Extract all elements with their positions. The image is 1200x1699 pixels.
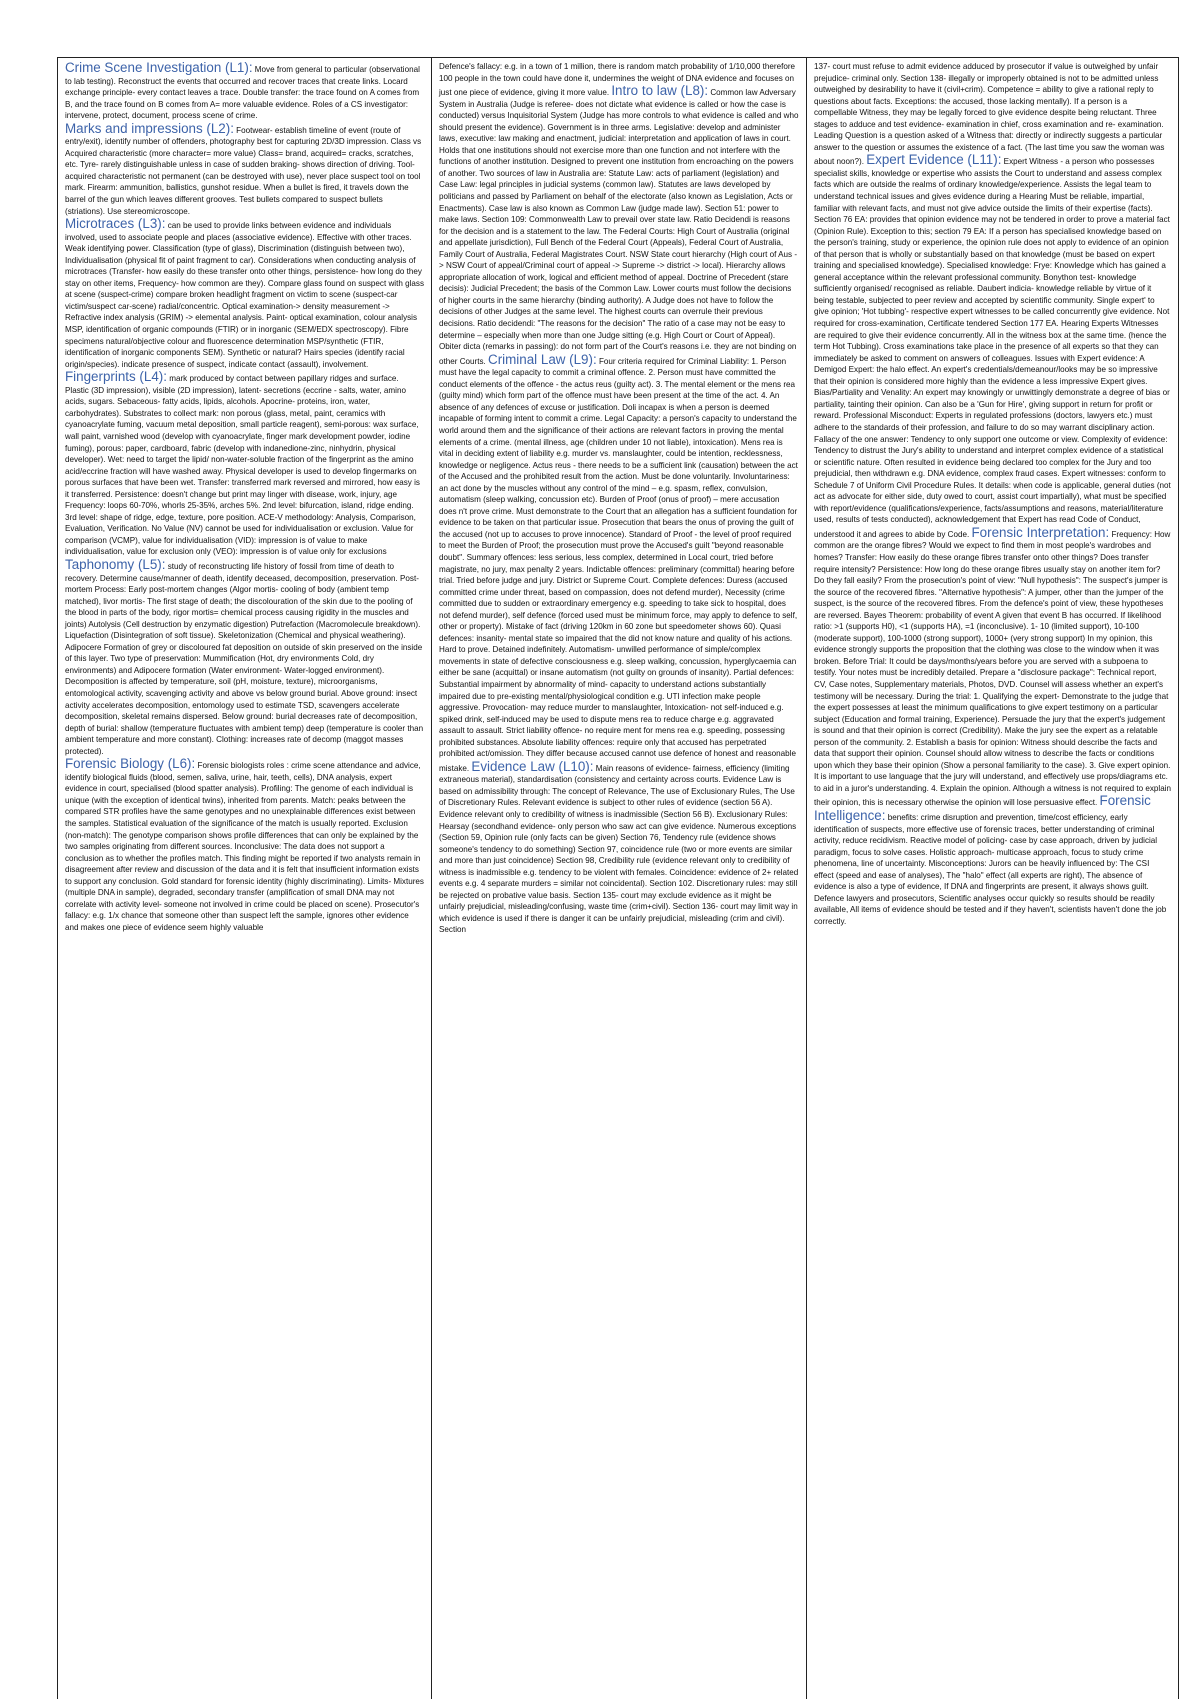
section-heading-forensic-interpretation: Forensic Interpretation: [971,524,1110,540]
section-heading: Forensic Biology (L6): [65,756,196,772]
section-fingerprints [65,370,424,558]
section-text-evidence-law: Main reasons of evidence- fairness, efficiency (limiting extraneous material), standardisation (consistency and certainty across courts. Evidence Law is based on admissibility through: The concept of Relevance, The use of Exclusionary Rules, The Use of Discretionary Rules. Relevant evidence is subject to other rules of evidence (section 56 A). Evidence relevant only to credibility of witness is inadmissible (Section 56 B). Exclusionary Rules: Hearsay (secondhand evidence- only person who saw act can give evidence. Numerous exceptions (Section 59, Opinion rule (only facts can be given) Section 76, Tendency rule (evidence shows someone's tendency to do something) Section 97, coincidence rule (two or more events are similar and more than just coincidence) Section 98, Credibility rule (evidence relevant only to credibility of witness is inadmissible e.g. tendency to be violent with females. Coincidence: evidence of 2+ related events e.g. 4 separate murders = similar not coincidental). Section 102. Discretionary rules: may still be rejected on probative value basis. Section 135- court may exclude evidence as it might be unfairly prejudicial, misleading/confusing, waste time (crim+civil). Section 136- court may limit way in which evidence is used if there is danger it can be unfairly prejudicial, misleading (crim and civil). Section [439,763,799,935]
section-text: study of reconstructing life history of fossil from time of death to recovery. Determine cause/manner of death, identify deceased, decomposition, preservation. Post-mortem Process: Early post-mortem changes (Algor mortis- cooling of body (ambient temp matched), livor mortis- The first stage of death; the discolouration of the skin due to the pooling of the blood in parts of the body, rigor mortis= chemical process causing rigidity in the muscles and joints) Autolysis (Cell destruction by enzymatic digestion) Putrefaction (Macromolecule breakdown). Liquefaction (Disintegration of soft tissue). Skeletonization (Chemical and physical weathering). Adipocere Formation of grey or discoloured fat deposition on outside of skin preserved on the inside of this layer. Two type of preservation: Mummification (Hot, dry environments Cold, dry environments) and Adipocere formation (Water environment- Water-logged environment). Decomposition is affected by temperature, soil (pH, moisture, texture), microorganisms, entomological activity, scavenging activity and above vs below ground burial. Above ground: insect activity accelerates decomposition, entomology used to estimate TSD, scavengers accelerate decomposition, skeletal remains dispersed. Below ground: burial decreases rate of decomposition, depth of burial: shallow (temperature fluctuates with ambient temp) deep (temperature is cooler than ambient temperature and more constant). Clothing: increases rate of decomp (maggot masses protected). [65,561,424,756]
section-text: Move from general to particular (observational to lab testing). Reconstruct the events that occurred and recover traces that create links. Locard exchange principle- every contact leaves a trace. Double transfer: the trace found on A comes from B, and the trace found on B comes from A= more valuable evidence. Roles of a CS investigator: intervene, protect, document, process scene of crime. [65,65,420,121]
section-text-intro-to-law: Common law Adversary System in Australia (Judge is referee- does not dictate what evidence is called or how the case is conducted) versus Inquisitorial System (Judge has more controls to what evidence is called and who should present the evidence). Government is in three arms. Legislative: develop and administer laws, executive: law making and enactment, judicial: interpretation and application of laws in court. Holds that one institutions should not exercise more than one function and not interfere with the functions of another institution. Designed to prevent one institution from encroaching on the powers of another. Two sources of law in Australia are: Statute Law: acts of parliament (legislation) and Case Law: legal principles in judicial systems (common law). Statutes are laws developed by politicians and passed by Parliament on behalf of the electorate (also known as Legislation, Acts or Enactments). Case law is also known as Common Law (judge made law). Section 51: power to make laws. Section 109: Commonwealth Law to prevail over state law. Ratio Decidendi is reasons for the decision and is a statement to the law. The Federal Courts: High Court of Australia (original and appellate jurisdiction), Full Bench of the Federal Court (Appeals), Federal Court of Australia, Family Court of Australia, Federal Magistrates Court. NSW State court hierarchy (High court of Aus -> NSW Court of appeal/Criminal court of appeal -> Supreme -> district -> local). Hierarchy allows appropriate allocation of work, logical and efficient method of appeal. Doctrine of Precedent (stare decisis): Judicial Precedent; the basis of the Common Law. Lower courts must follow the decisions of higher courts in the same hierarchy (binding authority). A Judge does not have to follow the decisions of other Judges at the same level. The highest courts can overrule their previous decisions. Ratio decidendi: "The reasons for the decision" The ratio of a case may not be easy to determine – especially when more than one Judge sitting (e.g. High Court or Court of Appeal). Obiter dicta (remarks in passing): do not form part of the Court's reasons i.e. they are not binding on other Courts. [439,88,799,366]
section-text-evidence-law-continued: 137- court must refuse to admit evidence adduced by prosecutor if value is outweighed by unfair prejudice- criminal only. Section 138- illegally or improperly obtained is not to be admitted unless outweighed by desirability to have it (civil+crim). Competence = ability to give a rational reply to questions about facts. Exceptions: the accused, those lacking mentally). If a person is a compellable Witness, they may be legally forced to give evidence despite being reluctant. Three stages to adduce and test evidence- examination in chief, cross examination and re- examination. Leading Question is a question asked of a Witness that: directly or indirectly suggests a particular answer to the question or assumes the existence of a fact. (The last time you saw the woman was about noon?). [814,62,1165,167]
section-text-expert-evidence: Expert Witness - a person who possesses specialist skills, knowledge or expertise who assists the Court to understand and assess complex facts which are outside the realms of ordinary knowledge/experience. Assists the legal team to understand technical issues and gives evidence during a Hearing Must be reliable, impartial, familiar with relevant facts, and must not give advice outside the limits of their expertise (facts). Section 76 EA: provides that opinion evidence may not be tendered in order to prove a material fact (Opinion Rule). Exception to this; section 79 EA: If a person has specialised knowledge based on the person's training, study or experience, the opinion rule does not apply to evidence of an opinion of that person that is wholly or substantially based on that knowledge (must be based on expert training and specialised knowledge). Specialised knowledge: Frye: Knowledge which has gained a general acceptance within the relevant professional community. Bonython test- knowledge sufficiently organised/ recognised as reliable. Daubert indicia- knowledge reliable by virtue of it being testable, subjected to peer review and accepted by scientific community. Single expert' to give opinion; 'Hot tubbing'- respective expert witnesses to be called concurrently give evidence. Not required for cross-examination, Certificate tendered Section 177 EA. Hearing Experts Witnesses are required to give their evidence concurrently. All in the witness box at the same time. (hence the term Hot Tubbing). Cross examinations take place in the presence of all experts so that they can immediately be asked to comment on answers of colleagues. Issues with Expert evidence: A Demigod Expert: the halo effect. An expert's credentials/demeanour/looks may be so impressive that their opinion is considered more highly than the evidence a less impressive Expert gives. Bias/Partiality and Venality: An expert may knowingly or unwittingly demonstrate a degree of bias or partiality, tainting their opinion. Can also be a 'Gun for Hire', giving support in return for profit or reward. Professional Misconduct: Experts in regulated professions (doctors, lawyers etc.) must adhere to the standards of their profession, and failure to do so may warrant disciplinary action. Fallacy of the one answer: Tendency to only support one outcome or view. Complexity of evidence: Tendency to distrust the Jury's ability to understand and interpret complex evidence of a statistical or scientific nature. Often resulted in evidence being declared too complex for the Jury and too prejudicial, then withdrawn e.g. DNA evidence, complex fraud cases. Expert witnesses: conform to Schedule 7 of Uniform Civil Procedure Rules. It details: when code is applicable, general duties (not act as advocate for either side, duty owed to court, assist court impartially), what must be specified with report/evidence (qualifications/experience, facts/assumptions and reasons, material/literature used, results of tests conducted), acknowledgement that Expert has read Code of Conduct, understood it and agrees to abide by Code. [814,157,1171,539]
section-heading: Marks and impressions (L2): [65,120,234,136]
section-heading: Fingerprints (L4): [65,369,167,385]
section-marks-and-impressions [65,122,424,217]
section-text-forensic-intelligence: benefits: crime disruption and prevention, time/cost efficiency, early identification of suspects, more effective use of forensic traces, better understanding of criminal activity, reduce recidivism. Reactive model of policing- case by case approach, driven by judicial paradigm, focus to solve cases. Holistic approach- multicase approach, focus to study crime phenomena, line of uncertainty. Misconceptions: Jurors can be heavily influenced by: The CSI effect (speed and ease of analyses), The "halo" effect (all experts are right), The absence of evidence is also a type of evidence, If DNA and fingerprints are present, it always shows guilt. Defence lawyers and prosecutors, Scientific analyses occur quickly so results should be readily available, All items of evidence should be tested and if they haven't, scientists haven't done the job correctly. [814,813,1167,926]
section-text: Forensic biologists roles : crime scene attendance and advice, identify biological fluids (blood, semen, saliva, urine, hair, teeth, cells), DNA analysis, expert evidence in court, specialised (blood spatter analysis). Profiling: The genome of each individual is unique (with the exception of identical twins), inherited from parents. Match: peaks between the compared STR profiles have the same genotypes and no unexplainable differences exist between the samples. Statistical evaluation of the significance of the match is usually reported. Exclusion (non-match): The genotype comparison shows profile differences that can only be explained by the two samples originating from different sources. Inconclusive: The data does not support a conclusion as to whether the profiles match. This finding might be reported if two analysts remain in disagreement after review and discussion of the data and it is felt that insufficient information exists to support any conclusion. Gold standard for forensic identity (highly discriminating). Limits- Mixtures (multiple DNA in sample), degraded, secondary transfer (amplification of small DNA may not correlate with activity level- someone not involved in crime could be placed on scene). Prosecutor's fallacy: e.g. 1/x chance that someone other than suspect left the sample, ignores other evidence and makes one piece of evidence seem highly valuable [65,761,424,932]
section-heading-expert-evidence: Expert Evidence (L11): [866,152,1002,168]
column-1 [57,58,432,1699]
section-heading-intro-to-law: Intro to law (L8): [611,83,709,99]
section-taphonomy [65,558,424,757]
section-text: mark produced by contact between papillary ridges and surface. Plastic (3D impression), visible (2D impression), latent- secretions (eccrine - salts, water, amino acids, sugars. Sebaceous- fatty acids, lipids, alcohols. Apocrine- proteins, iron, water, carbohydrates). Substrates to collect mark: non porous (glass, metal, paint, ceramics with cyanoacrylate fuming, vacuum metal deposition, small particle reagent), semi-porous: wax surface, wall paint, varnished wood (develop with cyanoacrylate, finger mark development powder, iodine fuming), porous: paper, cardboard, fabric (develop with indanedione-zinc, ninhydrin, physical developer). Wet: need to target the lipid/ non-water-soluble fraction of the fingerprint as the amino acid/eccrine fraction will have washed away. Physical developer is used to develop fingermarks on porous surfaces that have been wet. Transfer: transferred mark reversed and mirrored, how easy is it transferred. Persistence: doesn't change but print may linger with disease, work, injury, age Frequency: loops 60-70%, whorls 25-35%, arches 5%. 2nd level: bifurcation, island, ridge ending. 3rd level: shape of ridge, edge, texture, pore position. ACE-V methodology: Analysis, Comparison, Evaluation, Verification. No Value (NV) cannot be used for individualisation or exclusion. Value for comparison (VCMP), value for individualisation (VID): impression is of value to make individualisation, value for exclusion only (VEO): impression is of value only for exclusions [65,374,420,557]
section-microtraces [65,217,424,370]
section-text-criminal-law: Four criteria required for Criminal Liability: 1. Person must have the legal capacity to commit a criminal offence. 2. Person must have committed the conduct elements of the offence - the actus reus (guilty act). 3. The mental element or the mens rea (guilty mind) which form part of the offence must have been present at the time of the act. 4. An absence of any defences of excuse or justification. Doli incapax is when a person is deemed incapable of forming intent to commit a crime. Legal Capacity: a person's capacity to understand the world around them and the significance of their actions are relevant factors in proving the mental elements of a crime. (mental illness, age (children under 10 not liable), intoxication). Mens rea is vital in deciding extent of liability e.g. murder vs. manslaughter, could be intention, recklessness, knowledge or negligence. Actus reus - there needs to be a sufficient link (causation) between the act of the Accused and the prohibited result from the action. Must be done voluntarily. Involuntariness: an act done by the muscles without any control of the mind – e.g. spasm, reflex, convulsion, automatism (sleep walking, concussion etc). Burden of Proof (onus of proof) – mere accusation does n't prove crime. Must demonstrate to the Court that an allegation has a sufficient foundation for evidence to be taken on that particular issue. Prosecution that bears the onus of proving the guilt of the accused (not up to accuses to prove innocence). Standard of Proof - the level of proof required to meet the Burden of Proof; the prosecution must prove the Accused's guilt "beyond reasonable doubt". Summary offences: less serious, less complex, determined in Local court, tried before magistrate, no jury, max penalty 2 years. Indictable offences: preliminary (committal) hearing before trial. Tried before judge and jury. District or Supreme Court. Complete defences: Duress (accused committed crime under threat, based on compassion, does not defend murder), Necessity (crime committed due to sudden or extraordinary emergency e.g. speeding to take sick to hospital, does not defend murder), self defence (forced used must be minimum force, may apply to defence to self, other or property). Mistake of fact (driving 120km in 60 zone but speedometer shows 60). Quasi defences: insanity- mental state so impaired that the did not know nature and quality of his actions. Hard to prove. Detained indefinitely. Automatism- unwilled performance of simple/complex movements in state of defective consciousness e.g. sleep walking, concussion, hyperglycaemia can either be sane (acquittal) or insane automatism (not guilty on grounds of insanity). Partial defences: Substantial impairment by abnormality of mind- capacity to understand actions substantially impaired due to pre-existing mental/physiological condition e.g. UTI infection make people aggressive. Provocation- may reduce murder to manslaughter, Intoxication- not self-induced e.g. spiked drink, self-induced may be used to dispute mens rea to reduce charge e.g. aggravated assault to assault. Strict liability offence- no require ment for mens rea e.g. speeding, possessing prohibited substances. Absolute liability offences: require only that accused has perpetrated prohibited act/omission. They differ because accused cannot use defence of honest and reasonable mistake. [439,356,798,773]
section-heading: Microtraces (L3): [65,216,166,232]
section-text-defence-fallacy: Defence's fallacy: e.g. in a town of 1 million, there is random match probability of 1/10,000 therefore 100 people in the town could have done it, undermines the weight of DNA evidence and focuses on just one piece of evidence, giving it more value. [439,62,796,98]
column-2 [432,58,807,1699]
section-crime-scene-investigation [65,61,424,122]
note-sheet [57,57,1179,1699]
section-text-forensic-interpretation: Frequency: How common are the orange fibres? Would we expect to find them in most people's wardrobes and homes? Transfer: How easily do these orange fibres transfer onto other things? Does transfer require intensity? Persistence: How long do these orange fibres usually stay on another item for? Do they fall easily? From the prosecution's point of view: "Null hypothesis": The suspect's jumper is the source of the recovered fibres. "Alternative hypothesis": A jumper, other than the jumper of the suspect, is the source of the recovered fibres. From the defence's point of view, these hypotheses are reversed. Bayes Theorem: probability of event A given that event B has occurred. If likelihood ratio: >1 (supports H0), <1 (supports HA), =1 (inconclusive). 1- 10 (limited support), 10-100 (moderate support), 100-1000 (strong support), 1000+ (very strong support) In my opinion, this evidence strongly supports the proposition that the clothing was close to the window when it was broken. Before Trial: It could be days/months/years before you are served with a subpoena to testify. Your notes must be incredibly detailed. Prepare a "disclosure package": Technical report, CV, Case notes, Supplementary materials, Photos, DVD. Counsel will assess whether an expert's testimony will be necessary. During the trial: 1. Qualifying the expert- Demonstrate to the judge that the expert possesses at least the minimum qualifications to give expert testimony on a particular subject (Education and formal training, Experience). Persuade the jury that the expert's judgement is sound and that their opinion is correct (Credibility). Make the jury see the expert as a relatable person of the community. 2. Establish a basis for opinion: Witness should describe the facts and data that support their opinion. Counsel should allow witness to describe the facts or conditions upon which they base their opinion (Show a personal familiarity to the case). 3. Give expert opinion. It is important to use language that the jury will understand, and effectively use props/diagrams etc. to aid in a juror's understanding. 4. Explain the opinion. Although a witness is not required to explain their opinion, this is necessary otherwise the opinion will lose persuasive effect. [814,529,1171,808]
section-heading-evidence-law: Evidence Law (L10): [471,758,594,774]
section-heading-forensic-intelligence: Forensic Intelligence: [814,793,1151,823]
section-text: Footwear- establish timeline of event (route of entry/exit), identify number of offenders, photography best for capturing 2D/3D impression. Class vs Acquired characteristic (more character= more value) Class= brand, acquired= cracks, scratches, etc. Tyre- rarely distinguishable unless in case of sudden braking- shows direction of driving. Tool- acquired characteristic not permanent (can be destroyed with use), never place suspect tool on tool mark. Firearm: ammunition, ballistics, gunshot residue. When a bullet is fired, it travels down the barrel of the gun which leaves different grooves. Test bullets compared to suspect bullets (striations). Use stereomicroscope. [65,125,422,216]
column-3 [807,58,1179,1699]
section-text: can be used to provide links between evidence and individuals involved, used to associate people and places (associative evidence). Effective with other traces. Weak identifying power. Classification (type of glass), Discrimination (distinguish between two), Individualisation (physical fit of paint fragment to car). Considerations when conducting analysis of microtraces (Transfer- how easily do these transfer onto other things, persistence- how long do they stay on other items, Frequency- how common are they). Compare glass found on suspect with glass at scene (suspect-crime) compare broken headlight fragment on victim to scene (suspect-car victim/suspect car-scene) radial/concentric. Optical examination-> density measurement -> Refractive index analysis (GRIM) -> elemental analysis. Paint- optical examination, colour analysis MSP, identification of organic compounds (FTIR) or in inorganic (SEM/EDX spectroscopy). Fibre specimens natural/objective colour and fluorescence determination MSP/synthetic (FTIR, identification of inorganic components SEM). Synthetic or natural? Hairs species (identify racial origin/species). indicate presence of suspect, indicate contact (assault), involvement. [65,221,424,369]
section-forensic-biology [65,757,424,933]
section-heading-criminal-law: Criminal Law (L9): [488,351,597,367]
section-heading: Crime Scene Investigation (L1): [65,60,253,75]
section-heading: Taphonomy (L5): [65,556,166,572]
